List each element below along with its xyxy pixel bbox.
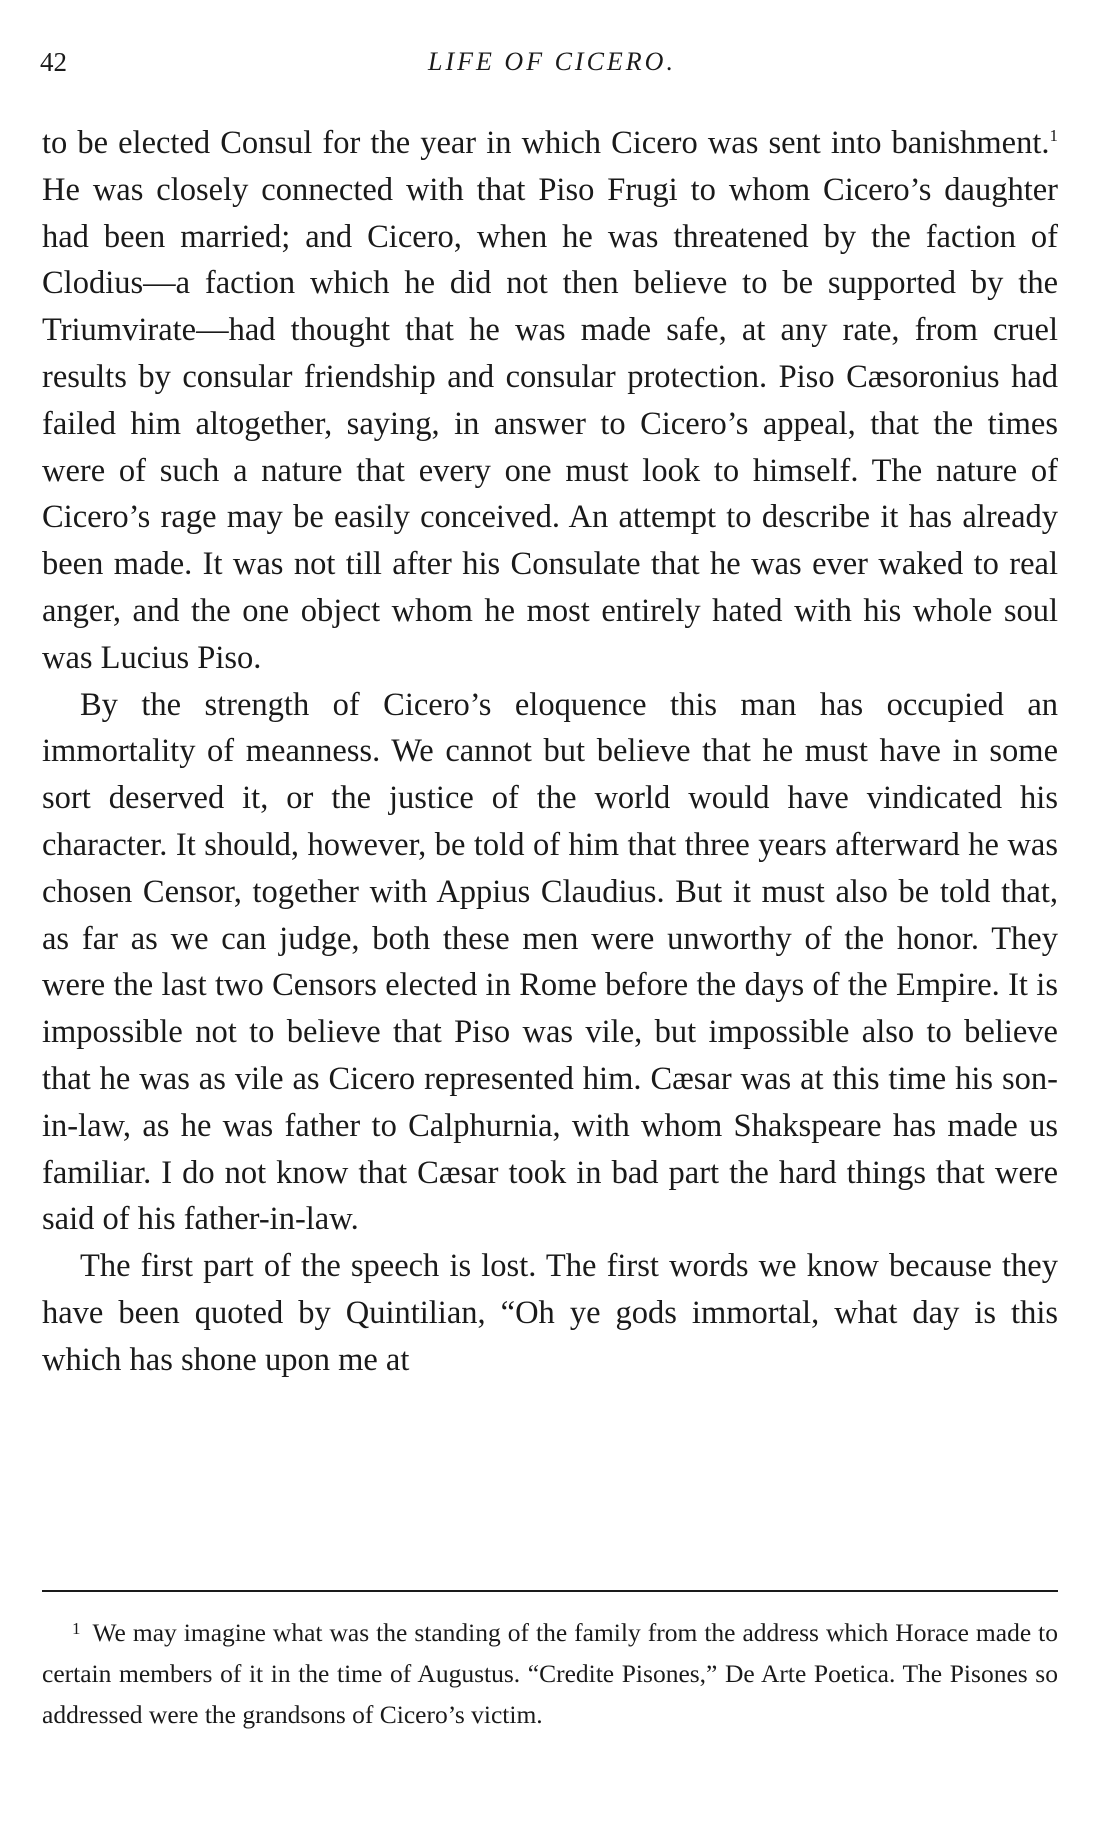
footnote-reference: 1	[1049, 126, 1058, 145]
paragraph-2: By the strength of Cicero’s eloquence this man has occupied an immortality of meanness. We cannot but believe that he must have in some sort deserved it, or the justice of the world would have vindicated his character. It should, however, be told of him that three years afterward he was chosen Censor, together with Appius Claudius. But it must also be told that, as far as we can judge, both these men were unworthy of the honor. They were the last two Censors elected in Rome before the days of the Empire. It is impossible not to believe that Piso was vile, but impossible also to believe that he was as vile as Cicero represented him. Cæsar was at this time his son-in-law, as he was father to Calphurnia, with whom Shakspeare has made us familiar. I do not know that Cæsar took in bad part the hard things that were said of his father-in-law.	[42, 686, 1058, 1238]
footnote-divider	[42, 1590, 1058, 1592]
paragraph-1-text-b: He was closely connected with that Piso Frugi to whom Cicero’s daughter had been married; and Cicero, when he was threatened by the faction of Clodius—a faction which he did not then believe to be supported by the Triumvirate—had thought that he was made safe, at any rate, from cruel results by consular friendship and consular protection. Piso Cæsoronius had failed him altogether, saying, in answer to Cicero’s appeal, that the times were of such a nature that every one must look to himself. The nature of Cicero’s rage may be easily conceived. An attempt to describe it has already been made. It was not till after his Consulate that he was ever waked to real anger, and the one object whom he most entirely hated with his whole soul was Lucius Piso.	[42, 171, 1058, 676]
footnote-marker: 1	[72, 1619, 81, 1638]
paragraph-1-text-a: to be elected Consul for the year in which Cicero was sent into banishment.	[42, 125, 1050, 161]
page-number: 42	[40, 47, 67, 77]
paragraph-3: The first part of the speech is lost. The first words we know because they have been quoted by Quintilian, “Oh ye gods immortal, what day is this which has shone upon me at	[42, 1248, 1058, 1378]
running-title: LIFE OF CICERO.	[428, 47, 676, 76]
page-header	[40, 44, 1064, 84]
body-text	[42, 113, 1058, 1384]
footnote-text: We may imagine what was the standing of the family from the address which Horace made to certain members of it in the time of Augustus. “Credite Pisones,” De Arte Poetica. The Pisones so addressed were the grandsons of Cicero’s victim.	[42, 1618, 1058, 1729]
footnotes	[42, 1608, 1058, 1735]
paragraph-1	[42, 113, 1058, 682]
footnote-1	[42, 1608, 1058, 1735]
